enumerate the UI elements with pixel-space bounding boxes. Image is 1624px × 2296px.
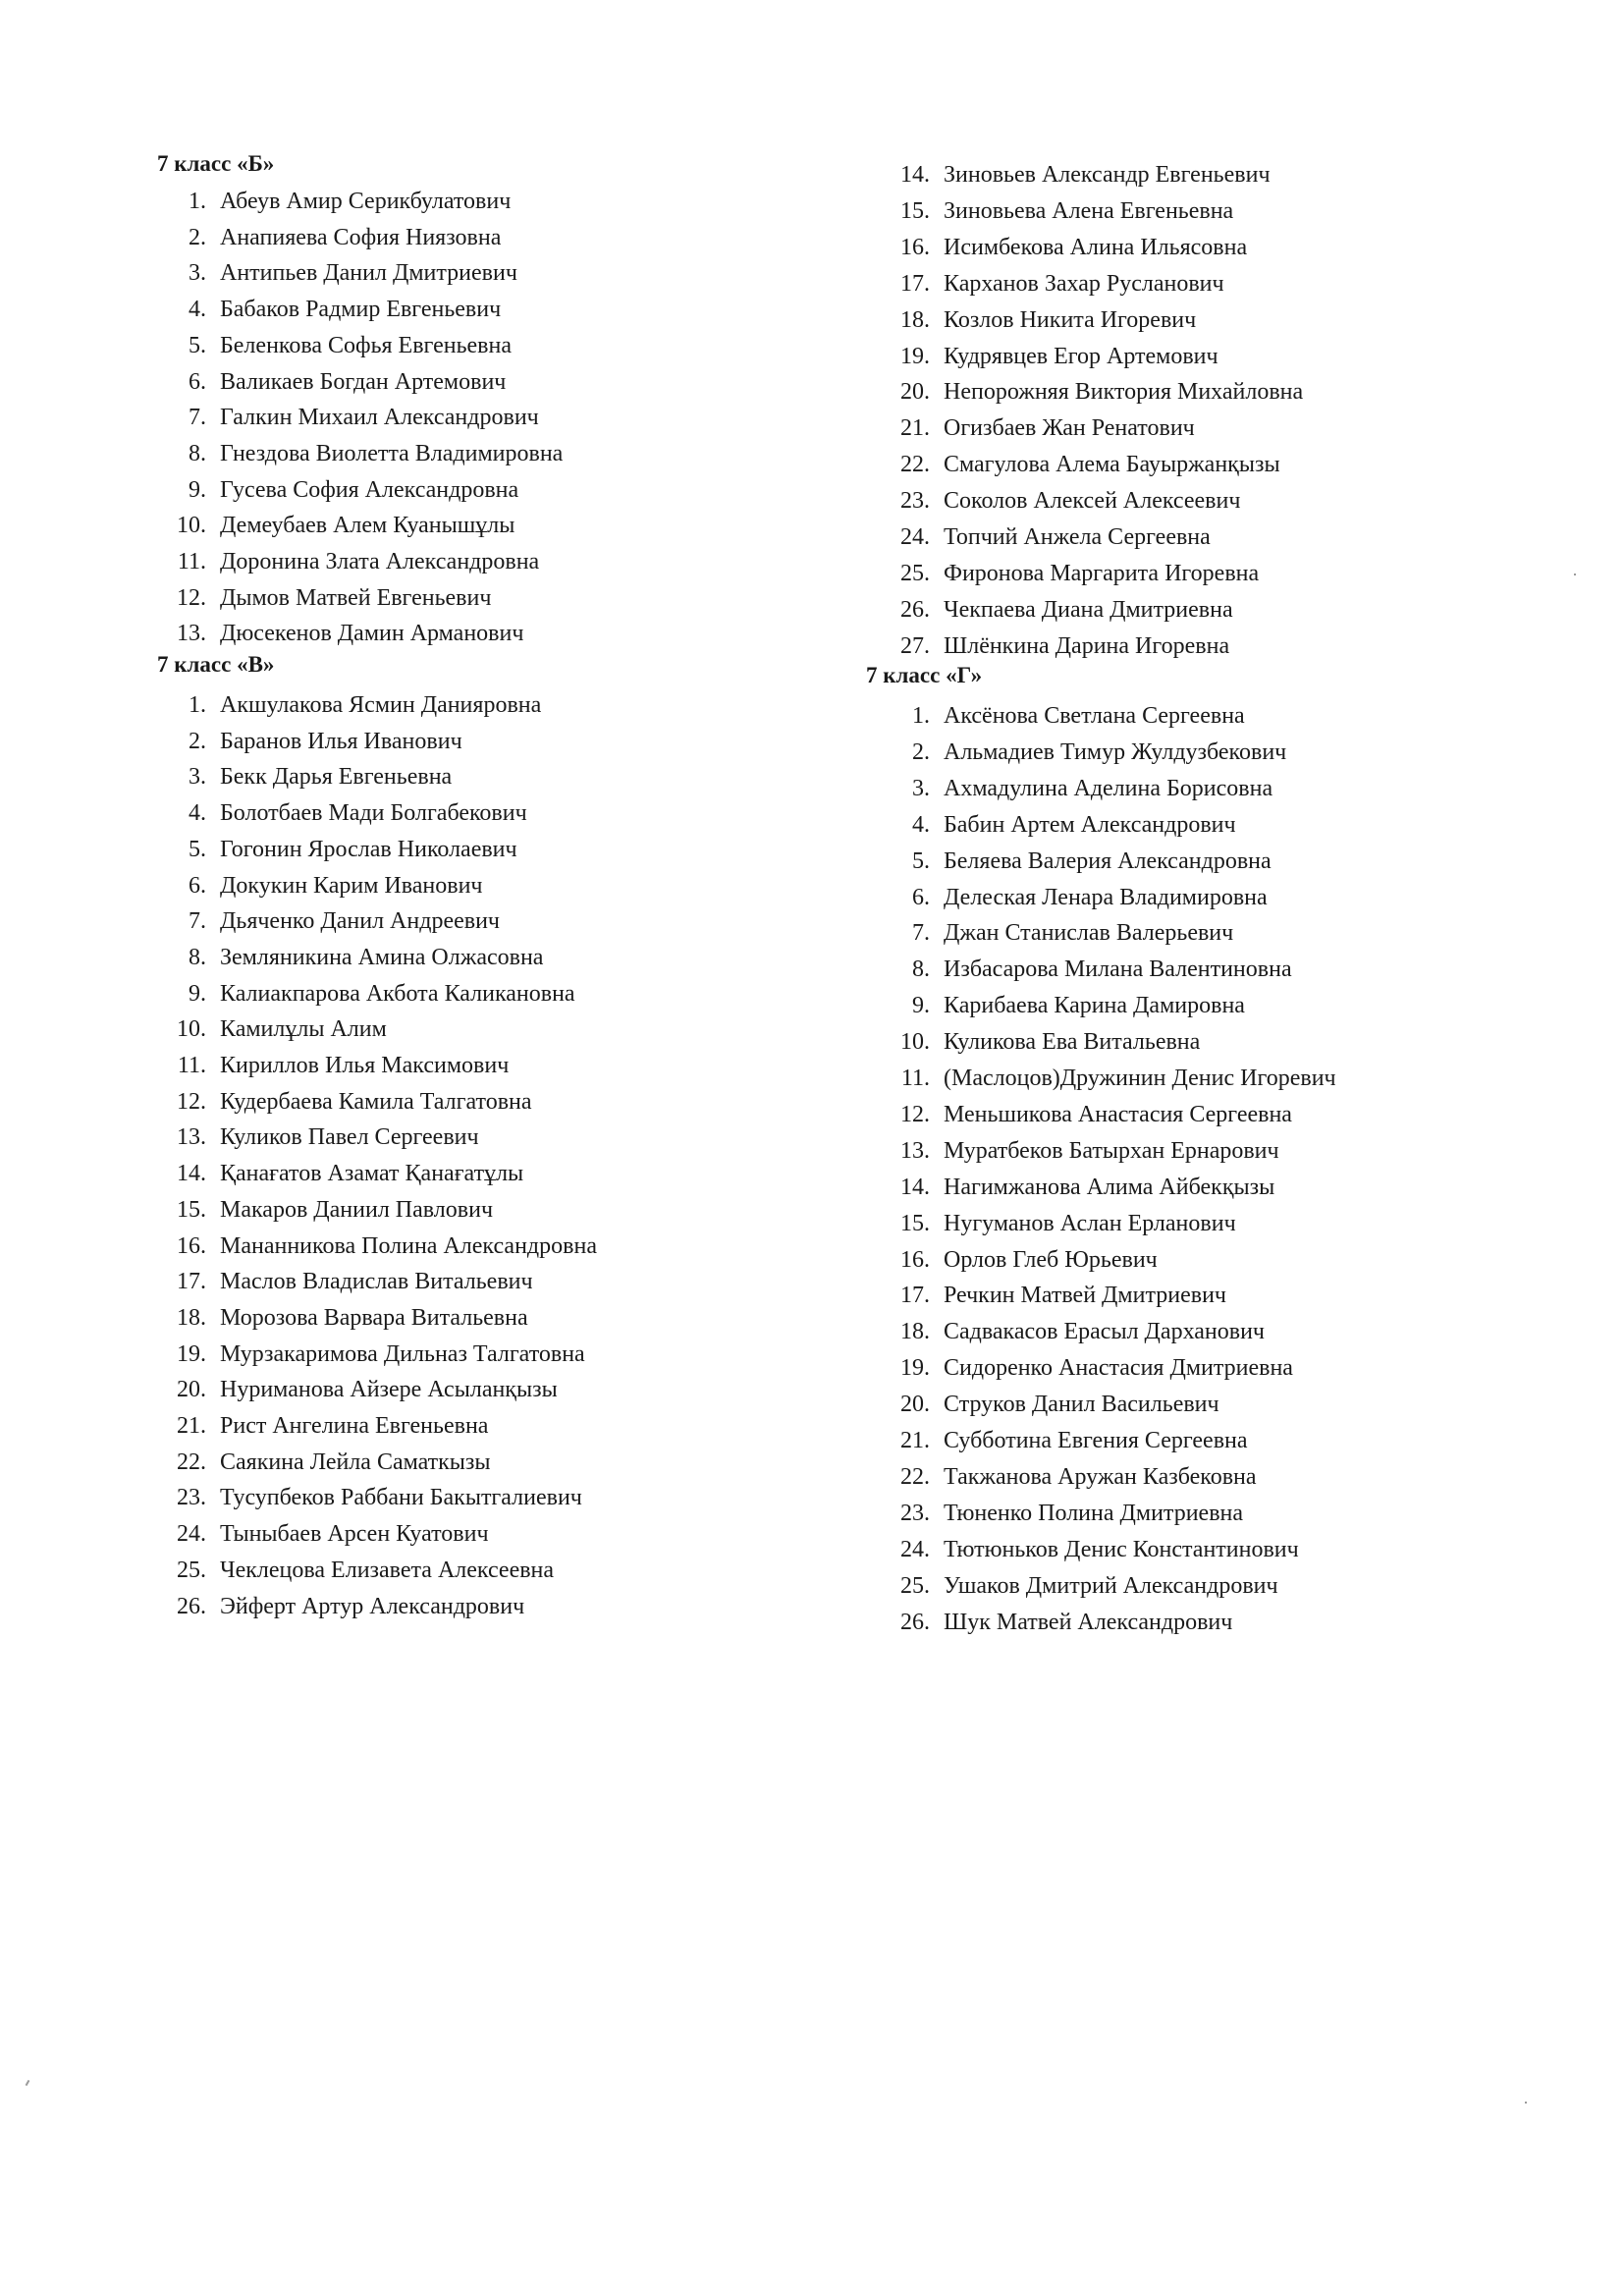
list-item (871, 233, 1247, 262)
list-item (871, 486, 1240, 516)
item-number: 17. (900, 1283, 930, 1308)
student-name: Чеклецова Елизавета Алексеевна (220, 1558, 555, 1583)
student-name: Тютюньков Денис Константинович (944, 1537, 1299, 1562)
list-item (871, 847, 1272, 876)
list-item (147, 979, 575, 1009)
student-name: Альмадиев Тимур Жулдузбекович (944, 739, 1287, 765)
student-name: Чекпаева Диана Дмитриевна (944, 597, 1233, 623)
student-name: Такжанова Аружан Казбековна (944, 1464, 1257, 1490)
list-item (871, 1209, 1236, 1238)
class-heading: 7 класс «Б» (157, 151, 275, 176)
item-number: 14. (900, 162, 930, 188)
student-name: Ахмадулина Аделина Борисовна (944, 776, 1273, 801)
list-item (871, 918, 1233, 948)
student-name: Абеув Амир Серикбулатович (220, 189, 512, 214)
item-number: 9. (912, 993, 930, 1018)
item-number: 2. (912, 739, 930, 765)
list-item (147, 1339, 585, 1369)
list-item (871, 1064, 1336, 1093)
student-name: Маслов Владислав Витальевич (220, 1269, 533, 1294)
student-name: Беляева Валерия Александровна (944, 848, 1272, 874)
student-name: Карибаева Карина Дамировна (944, 993, 1245, 1018)
item-number: 24. (177, 1521, 206, 1547)
item-number: 11. (177, 549, 206, 574)
student-name: Топчий Анжела Сергеевна (944, 524, 1211, 550)
item-number: 6. (189, 873, 206, 899)
list-item (871, 1353, 1293, 1383)
list-item (871, 1173, 1274, 1202)
list-item (147, 871, 483, 901)
item-number: 19. (900, 1355, 930, 1381)
item-number: 21. (177, 1413, 206, 1439)
student-name: Исимбекова Алина Ильясовна (944, 235, 1248, 260)
item-number: 12. (900, 1102, 930, 1127)
item-number: 3. (189, 260, 206, 286)
list-item (871, 160, 1271, 190)
item-number: 25. (177, 1558, 206, 1583)
item-number: 11. (900, 1066, 930, 1091)
student-name: Гнездова Виолетта Владимировна (220, 441, 564, 466)
list-item (871, 1499, 1243, 1528)
list-item (147, 1051, 509, 1080)
item-number: 7. (189, 908, 206, 934)
list-item (871, 305, 1196, 335)
list-item (147, 1122, 479, 1152)
student-name: Кириллов Илья Максимович (220, 1053, 510, 1078)
item-number: 9. (189, 981, 206, 1007)
list-item (147, 906, 500, 936)
student-name: Зиновьева Алена Евгеньевна (944, 198, 1234, 224)
student-name: Джан Станислав Валерьевич (944, 920, 1234, 946)
student-name: Струков Данил Васильевич (944, 1392, 1219, 1417)
item-number: 4. (189, 800, 206, 826)
list-item (871, 1245, 1158, 1275)
student-name: Баранов Илья Иванович (220, 729, 462, 754)
list-item (147, 223, 501, 252)
student-name: Смагулова Алема Бауыржанқызы (944, 452, 1280, 477)
student-name: Шук Матвей Александрович (944, 1610, 1233, 1635)
scan-speck (1574, 574, 1576, 575)
list-item (871, 1571, 1278, 1601)
item-number: 18. (900, 1319, 930, 1344)
student-name: Тыныбаев Арсен Куатович (220, 1521, 489, 1547)
item-number: 13. (177, 1124, 206, 1150)
list-item (147, 798, 527, 828)
list-item (147, 1303, 528, 1333)
item-number: 8. (189, 945, 206, 970)
item-number: 20. (900, 379, 930, 405)
item-number: 6. (189, 369, 206, 395)
item-number: 14. (177, 1161, 206, 1186)
item-number: 17. (900, 271, 930, 297)
student-name: Кудербаева Камила Талгатовна (220, 1089, 532, 1115)
item-number: 4. (912, 812, 930, 838)
list-item (871, 1281, 1226, 1310)
item-number: 24. (900, 1537, 930, 1562)
student-name: Фиронова Маргарита Игоревна (944, 561, 1260, 586)
student-name: Гогонин Ярослав Николаевич (220, 837, 517, 862)
item-number: 12. (177, 585, 206, 611)
student-name: Бабаков Радмир Евгеньевич (220, 297, 502, 322)
student-name: Калиакпарова Акбота Каликановна (220, 981, 575, 1007)
student-name: Карханов Захар Русланович (944, 271, 1224, 297)
item-number: 8. (189, 441, 206, 466)
list-item (147, 1195, 493, 1225)
list-item (871, 955, 1292, 984)
student-name: Аксёнова Светлана Сергеевна (944, 703, 1245, 729)
list-item (147, 835, 517, 864)
item-number: 14. (900, 1175, 930, 1200)
item-number: 4. (189, 297, 206, 322)
item-number: 10. (177, 513, 206, 538)
list-item (871, 196, 1233, 226)
item-number: 23. (177, 1485, 206, 1510)
list-item (147, 1519, 489, 1549)
list-item (871, 1100, 1292, 1129)
student-name: Земляникина Амина Олжасовна (220, 945, 544, 970)
item-number: 16. (900, 235, 930, 260)
list-item (871, 1136, 1279, 1166)
item-number: 15. (900, 198, 930, 224)
student-name: Соколов Алексей Алексеевич (944, 488, 1241, 514)
item-number: 22. (900, 1464, 930, 1490)
student-name: Анапияева София Ниязовна (220, 225, 502, 250)
list-item (871, 1390, 1219, 1419)
list-item (871, 377, 1303, 407)
student-name: Дьяченко Данил Андреевич (220, 908, 500, 934)
list-item (871, 413, 1195, 443)
student-name: Нагимжанова Алима Айбекқызы (944, 1175, 1275, 1200)
list-item (871, 269, 1224, 299)
student-name: Нугуманов Аслан Ерланович (944, 1211, 1236, 1236)
student-name: Шлёнкина Дарина Игоревна (944, 633, 1230, 659)
list-item (871, 1426, 1248, 1455)
student-name: Қанағатов Азамат Қанағатұлы (220, 1161, 524, 1186)
list-item (871, 738, 1286, 767)
item-number: 26. (177, 1594, 206, 1619)
list-item (147, 619, 523, 648)
item-number: 2. (189, 225, 206, 250)
item-number: 3. (912, 776, 930, 801)
class-heading: 7 класс «Г» (866, 663, 983, 687)
student-name: Мананникова Полина Александровна (220, 1233, 597, 1259)
item-number: 2. (189, 729, 206, 754)
item-number: 5. (189, 333, 206, 358)
list-item (147, 1267, 533, 1296)
student-name: Акшулакова Ясмин Данияровна (220, 692, 542, 718)
item-number: 19. (900, 344, 930, 369)
item-number: 1. (189, 692, 206, 718)
list-item (147, 439, 563, 468)
item-number: 20. (177, 1377, 206, 1402)
list-item (147, 943, 543, 972)
item-number: 9. (189, 477, 206, 503)
student-name: Бабин Артем Александрович (944, 812, 1236, 838)
student-name: Сидоренко Анастасия Дмитриевна (944, 1355, 1293, 1381)
item-number: 5. (912, 848, 930, 874)
student-name: Огизбаев Жан Ренатович (944, 415, 1195, 441)
list-item (871, 701, 1245, 731)
list-item (871, 883, 1268, 912)
list-item (871, 1317, 1265, 1346)
item-number: 26. (900, 1610, 930, 1635)
item-number: 23. (900, 488, 930, 514)
student-name: Дымов Матвей Евгеньевич (220, 585, 492, 611)
item-number: 1. (912, 703, 930, 729)
list-item (871, 1027, 1200, 1057)
list-item (147, 295, 501, 324)
item-number: 22. (177, 1449, 206, 1475)
item-number: 24. (900, 524, 930, 550)
item-number: 25. (900, 1573, 930, 1599)
student-name: Дюсекенов Дамин Арманович (220, 621, 524, 646)
student-name: Саякина Лейла Саматкызы (220, 1449, 491, 1475)
student-name: Беленкова Софья Евгеньевна (220, 333, 512, 358)
list-item (147, 331, 512, 360)
list-item (147, 583, 491, 613)
list-item (871, 450, 1280, 479)
student-name: Морозова Варвара Витальевна (220, 1305, 528, 1331)
student-name: Избасарова Милана Валентиновна (944, 957, 1292, 982)
student-name: Мурзакаримова Дильназ Талгатовна (220, 1341, 585, 1367)
item-number: 10. (900, 1029, 930, 1055)
student-name: Валикаев Богдан Артемович (220, 369, 507, 395)
item-number: 25. (900, 561, 930, 586)
student-name: Куликова Ева Витальевна (944, 1029, 1201, 1055)
item-number: 18. (900, 307, 930, 333)
item-number: 15. (900, 1211, 930, 1236)
item-number: 6. (912, 885, 930, 910)
item-number: 27. (900, 633, 930, 659)
class-heading: 7 класс «В» (157, 652, 275, 677)
list-item (871, 1608, 1232, 1637)
student-name: Нуриманова Айзере Асыланқызы (220, 1377, 558, 1402)
list-item (871, 1462, 1257, 1492)
list-item (871, 1535, 1299, 1564)
student-name: Камилұлы Алим (220, 1016, 387, 1042)
scan-speck (1525, 2102, 1527, 2104)
list-item (871, 991, 1245, 1020)
list-item (147, 1375, 558, 1404)
student-name: Демеубаев Алем Куанышұлы (220, 513, 515, 538)
item-number: 16. (177, 1233, 206, 1259)
student-name: Галкин Михаил Александрович (220, 405, 539, 430)
student-name: Доронина Злата Александровна (220, 549, 540, 574)
list-item (871, 631, 1229, 661)
list-item (147, 1159, 523, 1188)
item-number: 11. (177, 1053, 206, 1078)
student-name: Бекк Дарья Евгеньевна (220, 764, 453, 790)
student-name: Речкин Матвей Дмитриевич (944, 1283, 1226, 1308)
student-name: Болотбаев Мади Болгабекович (220, 800, 527, 826)
item-number: 12. (177, 1089, 206, 1115)
item-number: 7. (189, 405, 206, 430)
student-name: Эйферт Артур Александрович (220, 1594, 525, 1619)
list-item (147, 1556, 554, 1585)
list-item (147, 1448, 491, 1477)
student-name: Меньшикова Анастасия Сергеевна (944, 1102, 1292, 1127)
list-item (147, 762, 452, 792)
item-number: 7. (912, 920, 930, 946)
list-item (871, 774, 1272, 803)
student-name: Тюненко Полина Дмитриевна (944, 1501, 1244, 1526)
student-name: Гусева София Александровна (220, 477, 519, 503)
item-number: 16. (900, 1247, 930, 1273)
student-name: Делеская Ленара Владимировна (944, 885, 1268, 910)
list-item (147, 1592, 524, 1621)
item-number: 13. (900, 1138, 930, 1164)
item-number: 10. (177, 1016, 206, 1042)
item-number: 23. (900, 1501, 930, 1526)
student-name: Кудрявцев Егор Артемович (944, 344, 1218, 369)
item-number: 13. (177, 621, 206, 646)
list-item (147, 547, 539, 576)
list-item (147, 187, 511, 216)
item-number: 5. (189, 837, 206, 862)
list-item (147, 1014, 387, 1044)
scan-speck (26, 2080, 30, 2086)
student-name: Зиновьев Александр Евгеньевич (944, 162, 1271, 188)
item-number: 18. (177, 1305, 206, 1331)
list-item (147, 690, 541, 720)
item-number: 21. (900, 1428, 930, 1453)
list-item (147, 367, 506, 397)
item-number: 15. (177, 1197, 206, 1223)
student-name: Субботина Евгения Сергеевна (944, 1428, 1248, 1453)
item-number: 1. (189, 189, 206, 214)
student-name: Докукин Карим Иванович (220, 873, 483, 899)
list-item (871, 810, 1236, 840)
student-name: (Маслоцов)Дружинин Денис Игоревич (944, 1066, 1336, 1091)
student-name: Козлов Никита Игоревич (944, 307, 1197, 333)
list-item (147, 403, 539, 432)
student-name: Орлов Глеб Юрьевич (944, 1247, 1158, 1273)
student-name: Ушаков Дмитрий Александрович (944, 1573, 1278, 1599)
student-name: Непорожняя Виктория Михайловна (944, 379, 1304, 405)
list-item (147, 1087, 532, 1117)
list-item (871, 559, 1259, 588)
list-item (147, 1411, 488, 1441)
item-number: 17. (177, 1269, 206, 1294)
list-item (147, 258, 517, 288)
list-item (871, 342, 1218, 371)
student-name: Муратбеков Батырхан Ернарович (944, 1138, 1279, 1164)
item-number: 19. (177, 1341, 206, 1367)
list-item (871, 522, 1211, 552)
item-number: 8. (912, 957, 930, 982)
student-name: Садвакасов Ерасыл Дарханович (944, 1319, 1265, 1344)
item-number: 26. (900, 597, 930, 623)
item-number: 22. (900, 452, 930, 477)
list-item (147, 727, 462, 756)
list-item (147, 1231, 597, 1261)
item-number: 20. (900, 1392, 930, 1417)
item-number: 21. (900, 415, 930, 441)
student-name: Тусупбеков Раббани Бакытгалиевич (220, 1485, 582, 1510)
student-name: Куликов Павел Сергеевич (220, 1124, 479, 1150)
list-item (871, 595, 1233, 625)
student-name: Антипьев Данил Дмитриевич (220, 260, 517, 286)
list-item (147, 1483, 582, 1512)
item-number: 3. (189, 764, 206, 790)
student-name: Макаров Даниил Павлович (220, 1197, 494, 1223)
list-item (147, 511, 514, 540)
list-item (147, 475, 518, 505)
student-name: Рист Ангелина Евгеньевна (220, 1413, 489, 1439)
